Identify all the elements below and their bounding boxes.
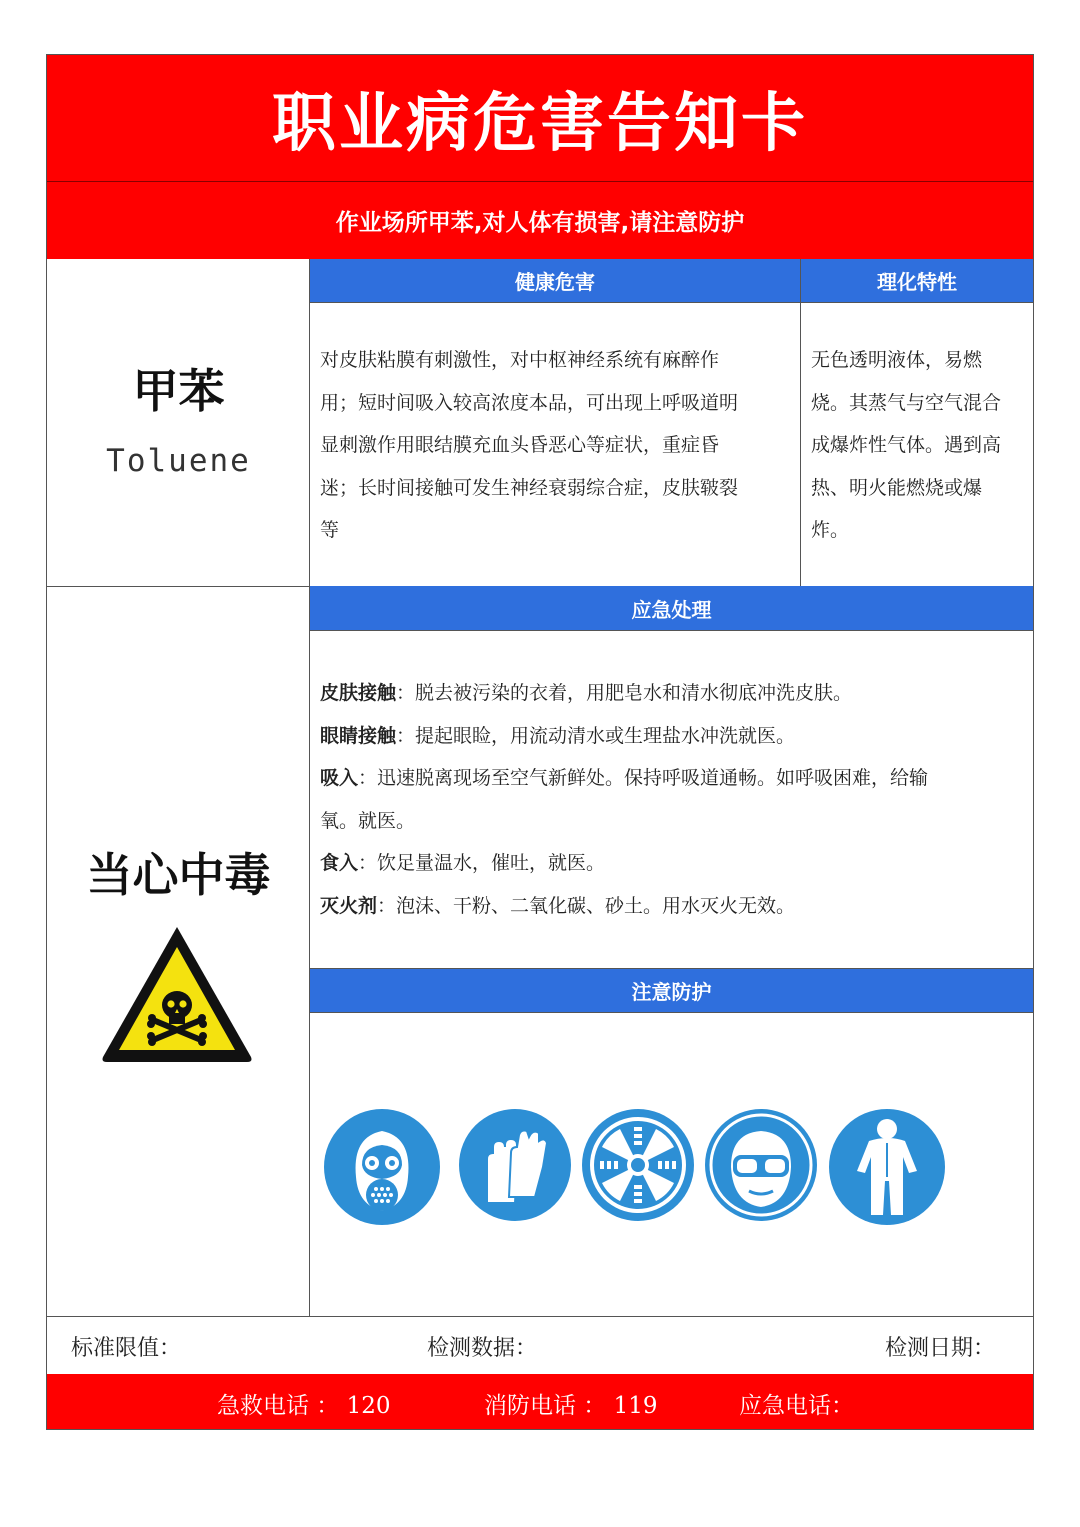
toxic-warning-icon xyxy=(99,923,255,1065)
test-data-label: 检测数据： xyxy=(427,1336,538,1361)
warning-text: 当心中毒 xyxy=(86,848,271,902)
card-subtitle: 作业场所甲苯,对人体有损害,请注意防护 xyxy=(47,181,1033,259)
properties-line: 热、明火能燃烧或爆 xyxy=(811,476,983,499)
notice-card xyxy=(46,54,1034,1430)
substance-name-en: Toluene xyxy=(106,443,251,479)
footer-row xyxy=(47,1317,1033,1374)
emergency-item-text: ：泡沫、干粉、二氧化碳、砂土。用水灭火无效。 xyxy=(377,894,796,917)
properties-line: 成爆炸性气体。遇到高 xyxy=(811,434,1002,456)
emergency-item-text: ：迅速脱离现场至空气新鲜处。保持呼吸道通畅。如呼吸困难，给输 xyxy=(358,767,929,789)
health-hazard-line: 对皮肤粘膜有刺激性，对中枢神经系统有麻醉作 xyxy=(320,349,720,371)
goggles-icon xyxy=(703,1107,819,1227)
properties-line: 无色透明液体，易燃 xyxy=(811,349,983,371)
emergency-item xyxy=(320,885,1030,928)
protection-header: 注意防护 xyxy=(310,968,1033,1013)
health-hazard-line: 迷；长时间接触可发生神经衰弱综合症，皮肤皲裂 xyxy=(320,476,739,499)
emergency-item-label: 食入 xyxy=(320,852,359,874)
standard-limit-label: 标准限值： xyxy=(71,1336,182,1361)
properties-text xyxy=(811,339,1031,552)
emergency-item xyxy=(320,757,1030,800)
gas-mask-icon xyxy=(322,1107,442,1231)
emergency-item-label: 皮肤接触 xyxy=(320,682,397,704)
ventilation-icon xyxy=(580,1107,696,1227)
health-hazard-line: 显刺激作用眼结膜充血头昏恶心等症状，重症昏 xyxy=(320,434,720,456)
left-row-divider xyxy=(47,586,310,587)
emergency-item-text: ：脱去被污染的衣着，用肥皂水和清水彻底冲洗皮肤。 xyxy=(396,682,853,704)
emergency-item-label: 眼睛接触 xyxy=(320,724,397,747)
protective-suit-icon xyxy=(827,1107,947,1231)
health-hazard-text xyxy=(320,339,798,552)
properties-line: 炸。 xyxy=(811,519,850,541)
health-hazard-line: 用；短时间吸入较高浓度本品，可出现上呼吸道明 xyxy=(320,391,739,414)
properties-header: 理化特性 xyxy=(801,259,1033,303)
hazard-properties-divider xyxy=(800,259,801,586)
health-hazard-header: 健康危害 xyxy=(310,259,800,303)
emergency-phone: 应急电话： xyxy=(739,1393,854,1419)
first-aid-phone: 急救电话 ： 120 xyxy=(217,1393,391,1419)
gloves-icon xyxy=(457,1107,573,1227)
emergency-item-text: ：饮足量温水，催吐，就医。 xyxy=(358,852,606,874)
card-title: 职业病危害告知卡 xyxy=(47,55,1033,181)
substance-name-cn: 甲苯 xyxy=(132,364,225,418)
phone-bar xyxy=(47,1374,1033,1429)
emergency-text xyxy=(320,672,1030,927)
emergency-item-label: 吸入 xyxy=(320,767,359,789)
fire-phone: 消防电话 ： 119 xyxy=(484,1393,658,1419)
emergency-item xyxy=(320,672,1030,715)
emergency-item xyxy=(320,842,1030,885)
emergency-header: 应急处理 xyxy=(310,586,1033,631)
emergency-item-text: ：提起眼睑，用流动清水或生理盐水冲洗就医。 xyxy=(396,724,796,747)
emergency-item xyxy=(320,715,1030,758)
health-hazard-line: 等 xyxy=(320,519,340,541)
emergency-item-label: 灭火剂 xyxy=(320,894,378,917)
emergency-item-text: 氧。就医。 xyxy=(320,809,416,832)
test-date-label: 检测日期： xyxy=(885,1336,996,1361)
emergency-item xyxy=(320,800,1030,843)
properties-line: 烧。其蒸气与空气混合 xyxy=(811,391,1002,414)
